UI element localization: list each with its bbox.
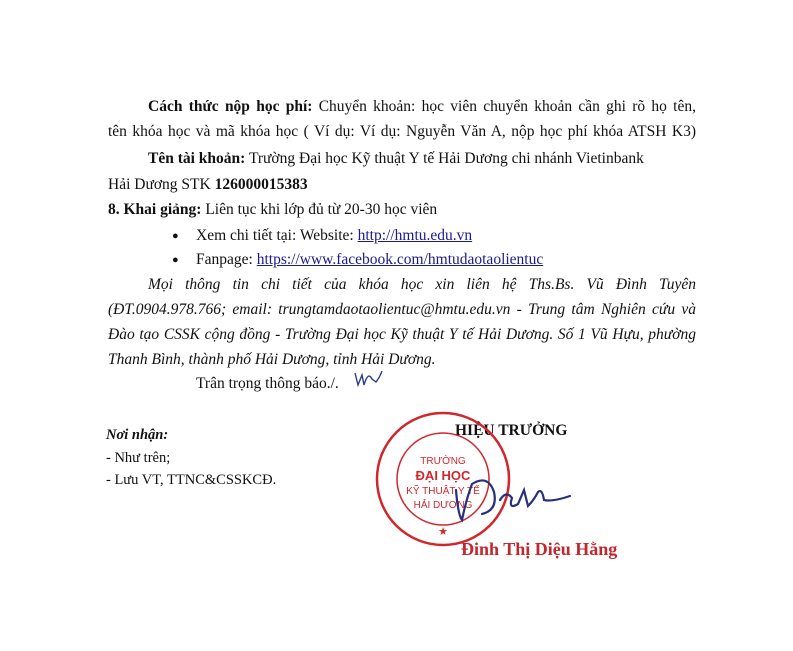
account-number: 126000015383 <box>214 176 308 193</box>
closing-text: Trân trọng thông báo./. <box>196 375 339 392</box>
recipients-label: Nơi nhận: <box>106 427 169 443</box>
opening-label: 8. Khai giảng: <box>108 201 202 218</box>
recipient-item: - Lưu VT, TTNC&CSSKCĐ. <box>106 472 277 488</box>
signer-name: Đinh Thị Diệu Hằng <box>461 539 618 559</box>
contact-line-4: Thanh Bình, thành phố Hải Dương, tỉnh Hải Dương. <box>108 351 436 368</box>
account-line-2 <box>108 175 696 195</box>
signature-title: HIỆU TRƯỞNG <box>455 422 568 439</box>
contact-line-2: (ĐT.0904.978.766; email: trungtamdaotaolientuc@hmtu.edu.vn - Trung tâm Nghiên cứu và <box>108 301 696 318</box>
opening-line <box>108 200 696 220</box>
seal-line: KỸ THUẬT Y TẾ <box>406 486 480 497</box>
bullet-dot-icon: ● <box>172 254 179 266</box>
initials-mark <box>352 367 384 391</box>
opening-text: Liên tục khi lớp đủ từ 20-30 học viên <box>201 201 438 218</box>
account-line-1 <box>148 149 696 169</box>
account-text: Trường Đại học Kỹ thuật Y tế Hải Dương chi nhánh Vietinbank <box>245 150 644 167</box>
website-link[interactable]: http://hmtu.edu.vn <box>357 227 473 244</box>
bullet-dot-icon: ● <box>172 230 179 242</box>
seal-line: HẢI DƯƠNG <box>413 500 473 511</box>
fee-method-line-2: tên khóa học và mã khóa học ( Ví dụ: Ví dụ: Nguyễn Văn A, nộp học phí khóa ATSH K3) <box>108 123 696 140</box>
fanpage-link[interactable]: https://www.facebook.com/hmtudaotaolientuc <box>256 251 544 268</box>
fanpage-label: Fanpage: <box>196 251 257 268</box>
seal-line: ĐẠI HỌC <box>415 468 471 483</box>
contact-line-3: Đào tạo CSSK cộng đồng - Trường Đại học Kỹ thuật Y tế Hải Dương. Số 1 Vũ Hựu, phường <box>108 326 696 343</box>
account-label: Tên tài khoản: <box>148 150 246 167</box>
fee-method-label: Cách thức nộp học phí: <box>148 98 313 115</box>
bullet-website <box>172 226 472 246</box>
seal-star-icon: ★ <box>438 525 448 538</box>
seal-line: TRƯỜNG <box>420 456 466 467</box>
fee-method-text: Chuyển khoản: học viên chuyển khoản cần ghi rõ họ tên, <box>312 98 696 115</box>
recipient-item: - Như trên; <box>106 450 171 466</box>
account-bank: Hải Dương STK <box>108 176 215 193</box>
contact-line-1: Mọi thông tin chi tiết của khóa học xin liên hệ Ths.Bs. Vũ Đình Tuyên <box>148 276 696 293</box>
website-label: Xem chi tiết tại: Website: <box>196 227 358 244</box>
handwritten-signature <box>448 470 578 530</box>
fee-method-line-1 <box>148 97 696 117</box>
bullet-fanpage <box>172 250 543 270</box>
